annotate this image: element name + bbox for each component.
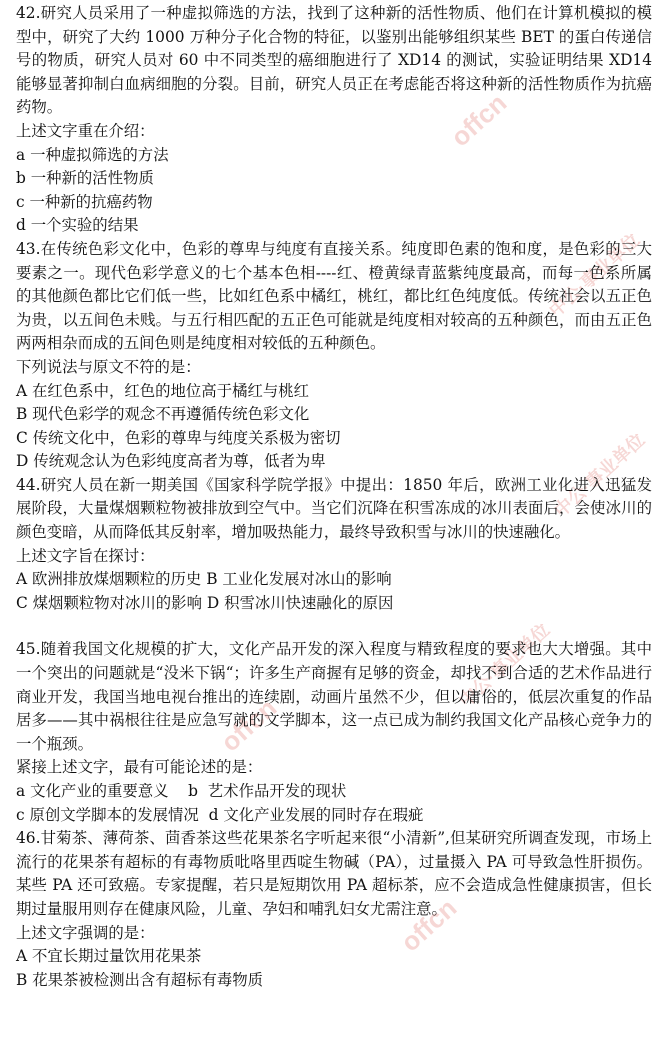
watermark-cn-text: 中公·事业单位 [550, 429, 649, 521]
question-46 [16, 827, 652, 992]
question-stem: 43.在传统色彩文化中，色彩的尊卑与纯度有直接关系。纯度即色素的饱和度，是色彩的三大要素之一。现代色彩学意义的七个基本色相----红、橙黄绿青蓝紫纯度最高，而每一色系所属的其他颜色都比它们低一些，比如红色系中橘红，桃红，都比红色纯度低。传统社会以五正色为贵，以五间色未贱。与五行相匹配的五正色可能就是纯度相对较高的五种颜色，而由五正色两两相杂而成的五间色则是纯度相对较低的五种颜色。 [16, 239, 652, 353]
option-ab: a 文化产业的重要意义 b 艺术作品开发的现状 [16, 782, 347, 800]
watermark-cn-text: 中公·事业单位 [455, 619, 554, 711]
question-45 [16, 638, 652, 827]
option-b: B 现代色彩学的观念不再遵循传统色彩文化 [16, 405, 310, 424]
question-stem: 42.研究人员采用了一种虚拟筛选的方法，找到了这种新的活性物质、他们在计算机模拟的模型中，研究了大约 1000 万种分子化合物的特征，以鉴别出能够组织某些 BET 的蛋白传递信号的物质，研究人员对 60 中不同类型的癌细胞进行了 XD14 的测试，实验证明结果 XD14 能够显著抑制白血病细胞的分裂。目前，研究人员正在考虑能否将这种新的活性物质作为抗癌药物。 [16, 4, 652, 117]
question-43 [16, 238, 652, 474]
option-b: b 一种新的活性物质 [16, 169, 154, 188]
option-d: d 一个实验的结果 [16, 216, 139, 235]
question-stem: 45.随着我国文化规模的扩大，文化产品开发的深入程度与精致程度的要求也大大增强。其中一个突出的问题就是“没米下锅“；许多生产商握有足够的资金，却找不到合适的艺术作品进行商业开发，我国当地电视台推出的连续剧，动画片虽然不少，但以庸俗的，低层次重复的作品居多——其中祸根往往是应急写就的文学脚本，这一点已成为制约我国文化产品核心竞争力的一个瓶颈。 [16, 640, 652, 753]
option-b: B 花果茶被检测出含有超标有毒物质 [16, 970, 264, 989]
question-44 [16, 474, 652, 616]
question-prompt: 上述文字强调的是： [16, 923, 155, 942]
document-content [16, 2, 652, 992]
question-stem: 44.研究人员在新一期美国《国家科学院学报》中提出：1850 年后，欧洲工业化进入迅猛发展阶段，大量煤烟颗粒物被排放到空气中。当它们沉降在积雪冻成的冰川表面后，会使冰川的颜色变暗，从而降低其反射率，增加吸热能力，最终导致积雪与冰川的快速融化。 [16, 475, 652, 542]
option-a: A 在红色系中，红色的地位高于橘红与桃红 [16, 381, 310, 400]
option-ab: A 欧洲排放煤烟颗粒的历史 B 工业化发展对冰山的影响 [16, 570, 392, 589]
question-prompt: 上述文字旨在探讨： [16, 546, 155, 565]
question-stem: 46.甘菊茶、薄荷茶、茴香茶这些花果茶名字听起来很“小清新”,但某研究所调查发现，市场上流行的花果茶有超标的有毒物质吡咯里西啶生物碱（PA），过量摄入 PA 可导致急性肝损伤。某些 PA 还可致癌。专家提醒，若只是短期饮用 PA 超标茶，应不会造成急性健康损害，但长期过量服用则存在健康风险，儿童、孕妇和哺乳妇女尤需注意。 [16, 829, 652, 918]
question-42 [16, 2, 652, 238]
option-cd: c 原创文学脚本的发展情况 d 文化产业发展的同时存在瑕疵 [16, 805, 424, 824]
watermark-cn-text: 中公·事业单位 [545, 229, 644, 321]
question-prompt: 紧接上述文字，最有可能论述的是： [16, 758, 263, 777]
option-d: D 传统观念认为色彩纯度高者为尊，低者为卑 [16, 452, 326, 471]
option-a: a 一种虚拟筛选的方法 [16, 145, 169, 164]
blank-line [16, 615, 652, 638]
question-prompt: 下列说法与原文不符的是： [16, 357, 201, 376]
watermark-logo-text: offcn [215, 692, 283, 758]
option-a: A 不宜长期过量饮用花果茶 [16, 947, 202, 966]
watermark-logo-text: offcn [395, 892, 463, 958]
option-cd: C 煤烟颗粒物对冰川的影响 D 积雪冰川快速融化的原因 [16, 593, 394, 612]
option-c: C 传统文化中，色彩的尊卑与纯度关系极为密切 [16, 428, 341, 447]
option-c: c 一种新的抗癌药物 [16, 192, 153, 211]
question-prompt: 上述文字重在介绍： [16, 121, 155, 140]
watermark-logo-text: offcn [445, 87, 513, 153]
